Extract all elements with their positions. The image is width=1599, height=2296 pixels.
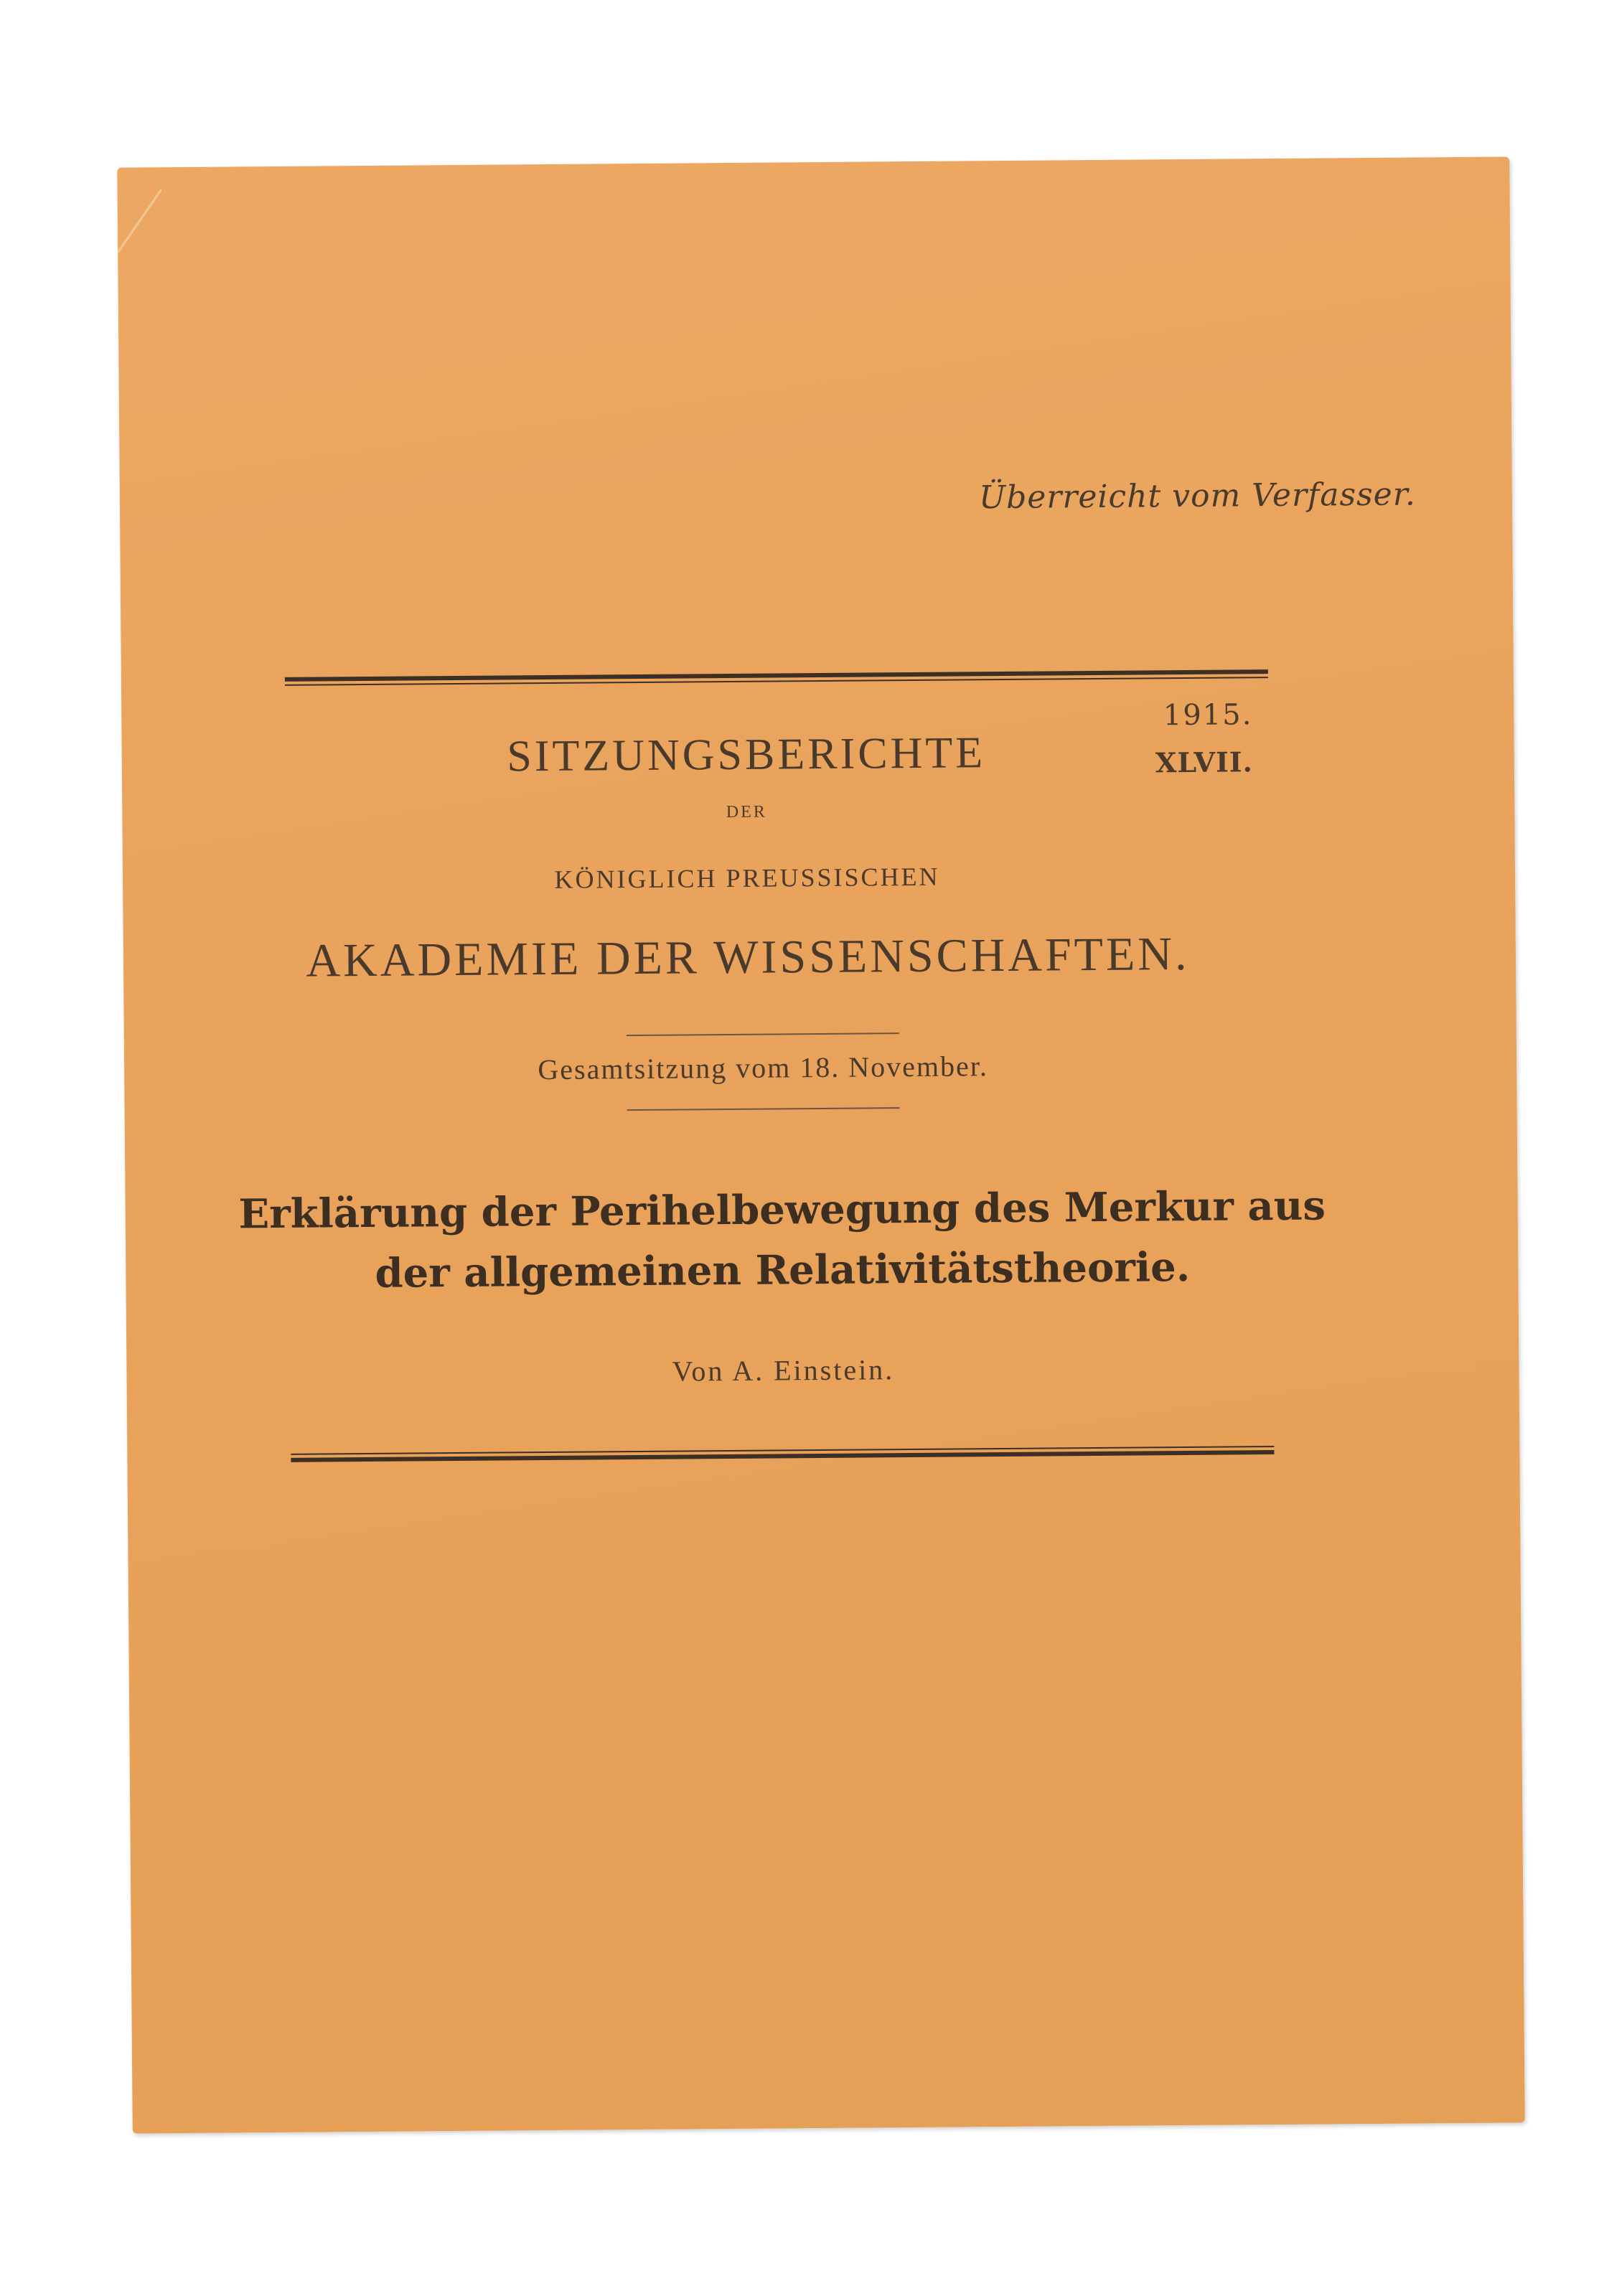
article-title-line-2: der allgemeinen Relativitätstheorie. <box>375 1243 1191 1297</box>
top-double-rule <box>285 669 1268 686</box>
pamphlet-cover <box>117 156 1524 2133</box>
session-rule-bottom <box>627 1107 900 1111</box>
institution-line-2: AKADEMIE DER WISSENSCHAFTEN. <box>306 927 1190 987</box>
publication-year: 1915. <box>1163 698 1253 733</box>
article-title <box>125 1175 1439 1305</box>
series-title: SITZUNGSBERICHTE <box>507 728 986 781</box>
article-author: Von A. Einstein. <box>672 1353 895 1388</box>
article-title-line-1: Erklärung der Perihelbewegung des Merkur aus <box>238 1182 1326 1238</box>
volume-number: XLVII. <box>1155 745 1253 779</box>
session-rule-top <box>627 1032 899 1036</box>
institution-line-1: KÖNIGLICH PREUSSISCHEN <box>554 862 940 894</box>
paper-crease <box>117 189 162 314</box>
session-date: Gesamtsitzung vom 18. November. <box>538 1050 989 1086</box>
top-rule-thick <box>285 669 1268 682</box>
connector-word: DER <box>726 802 767 822</box>
bottom-double-rule <box>291 1446 1274 1462</box>
presented-by-author-note: Überreicht vom Verfasser. <box>978 476 1417 517</box>
